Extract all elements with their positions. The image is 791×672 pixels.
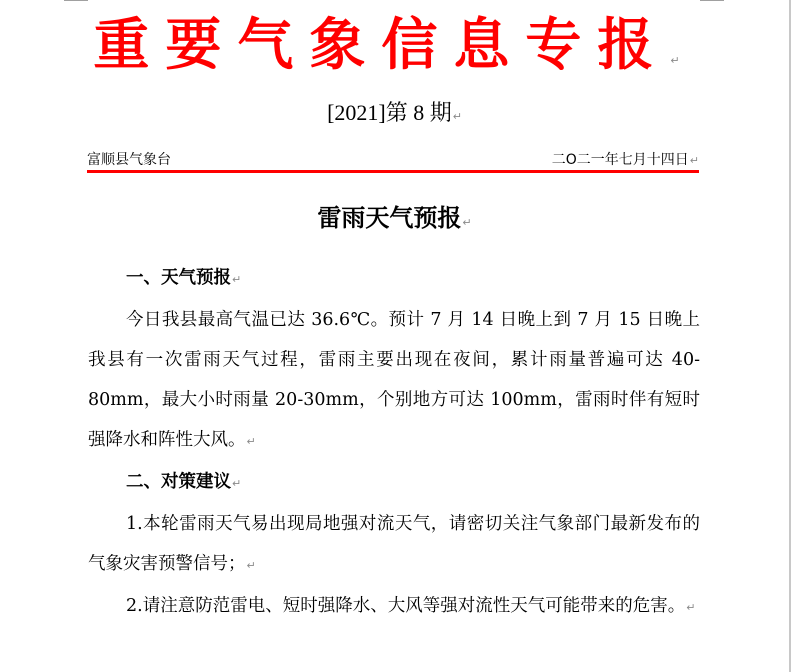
red-divider-rule xyxy=(87,170,699,173)
issue-date-text: 二O二一年七月十四日 xyxy=(551,152,689,168)
banner-text: 重要气象信息专报 xyxy=(93,13,670,78)
paragraph-mark-icon: ↵ xyxy=(452,110,462,123)
document-title xyxy=(0,200,789,241)
paragraph-mark-icon: ↵ xyxy=(246,559,256,572)
document-title-text: 雷雨天气预报 xyxy=(317,204,462,232)
header-line xyxy=(87,150,699,170)
paragraph-text: 今日我县最高气温已达 36.6℃。预计 7 月 14 日晚上到 7 月 15 日晚上我县有一次雷雨天气过程，雷雨主要出现在夜间，累计雨量普遍可达 40-80mm，最大小时雨量 20-30mm，个别地方可达 100mm，雷雨时伴有短时强降水和阵性大风。 xyxy=(88,310,700,450)
section-heading-forecast xyxy=(88,258,700,300)
right-margin-marker xyxy=(700,0,724,1)
paragraph-mark-icon: ↵ xyxy=(670,54,696,67)
issue-label: [2021]第 8 期 xyxy=(327,100,452,125)
advice-item-1 xyxy=(88,504,700,586)
section-heading-text: 一、天气预报 xyxy=(126,268,231,288)
issue-number xyxy=(0,98,789,132)
forecast-paragraph xyxy=(88,300,700,462)
section-heading-text: 二、对策建议 xyxy=(126,472,231,492)
document-body xyxy=(88,258,700,628)
left-margin-marker xyxy=(64,0,88,1)
advice-item-2 xyxy=(88,586,700,628)
paragraph-text: 1.本轮雷雨天气易出现局地强对流天气，请密切关注气象部门最新发布的气象灾害预警信号； xyxy=(88,514,700,574)
paragraph-mark-icon: ↵ xyxy=(689,154,699,167)
section-heading-advice xyxy=(88,462,700,504)
issue-date xyxy=(552,150,699,171)
issuing-organization: 富顺县气象台 xyxy=(87,152,171,168)
paragraph-mark-icon: ↵ xyxy=(686,601,696,614)
paragraph-mark-icon: ↵ xyxy=(462,216,472,229)
paragraph-mark-icon: ↵ xyxy=(232,477,242,490)
paragraph-text: 2.请注意防范雷电、短时强降水、大风等强对流性天气可能带来的危害。 xyxy=(126,596,686,616)
paragraph-mark-icon: ↵ xyxy=(232,273,242,286)
report-banner-title xyxy=(0,14,789,93)
paragraph-mark-icon: ↵ xyxy=(246,435,256,448)
